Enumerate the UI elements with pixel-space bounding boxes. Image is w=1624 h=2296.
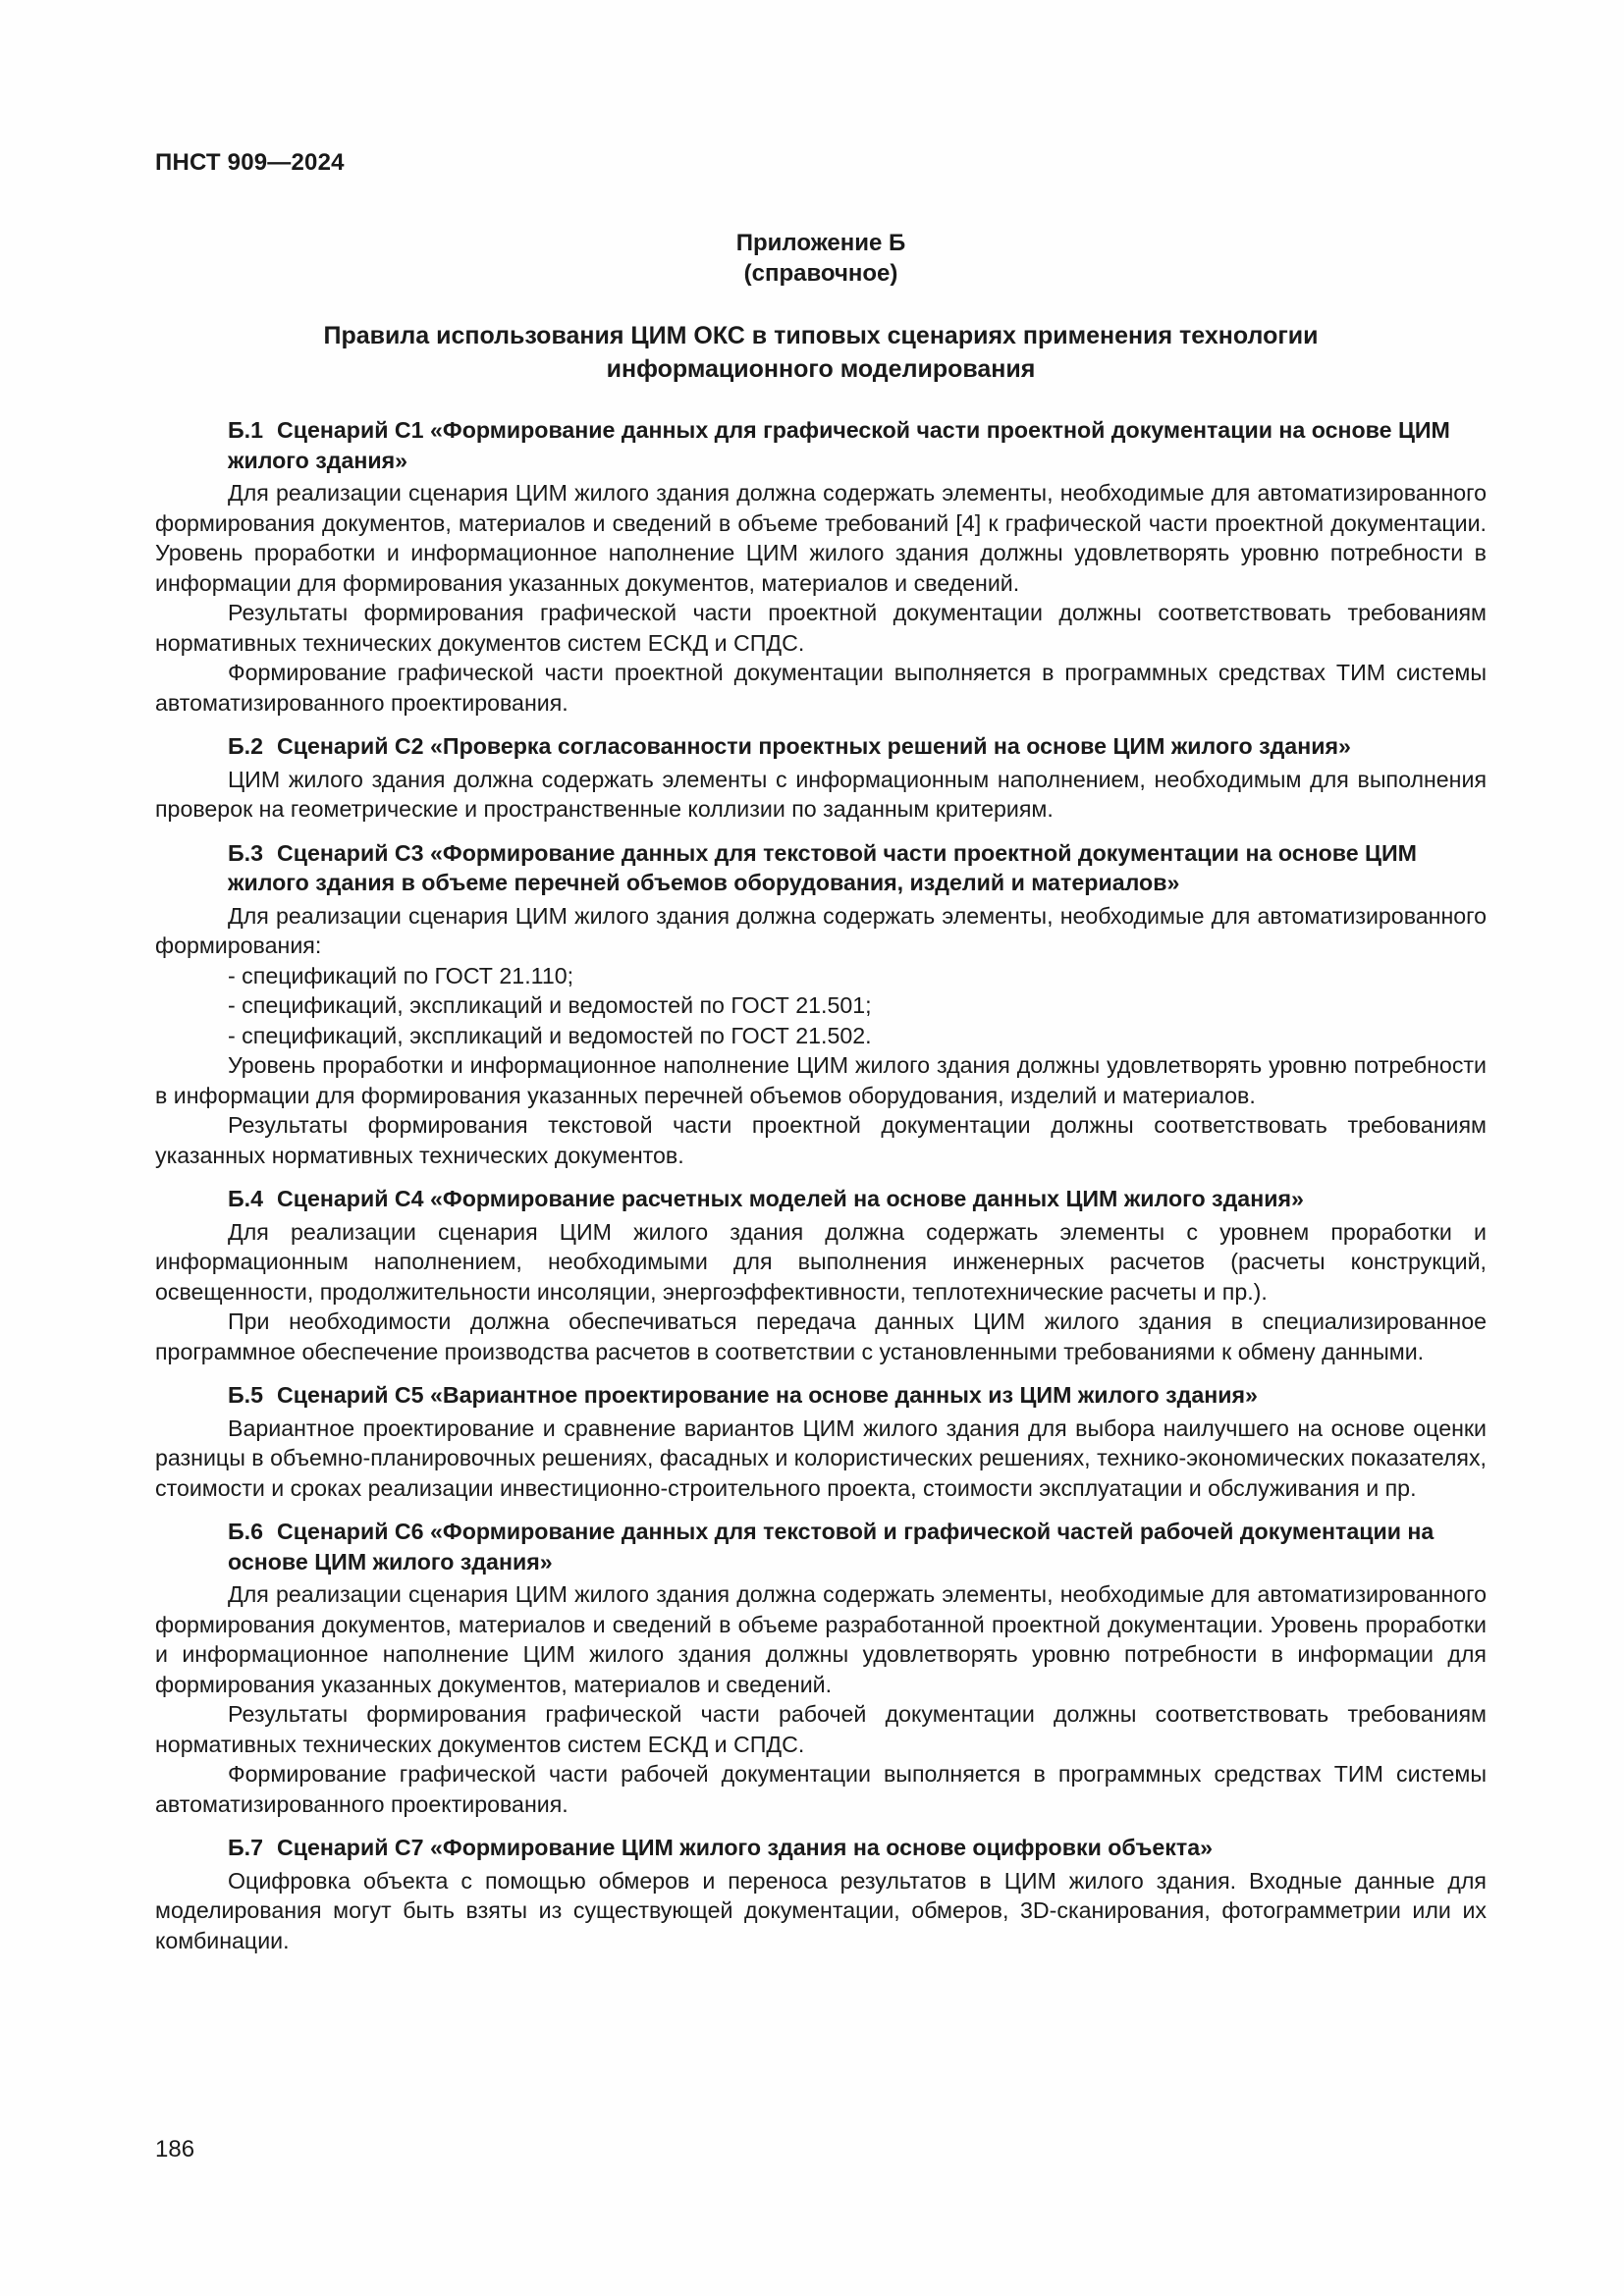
section-title: Сценарий С4 «Формирование расчетных моделей на основе данных ЦИМ жилого здания» [277, 1186, 1304, 1211]
annex-heading [155, 228, 1487, 289]
paragraph: Для реализации сценария ЦИМ жилого здания должна содержать элементы, необходимые для автоматизированного формирования: [155, 902, 1487, 958]
section-number: Б.5 [228, 1382, 264, 1408]
section-title: Сценарий С1 «Формирование данных для графической части проектной документации на основе ЦИМ жилого здания» [228, 417, 1450, 473]
paragraph: Результаты формирования текстовой части проектной документации должны соответствовать требованиям указанных нормативных технических документов. [155, 1112, 1487, 1168]
section-number: Б.4 [228, 1186, 264, 1211]
section-heading [155, 1380, 1487, 1411]
paragraph: ЦИМ жилого здания должна содержать элементы с информационным наполнением, необходимым для выполнения проверок на геометрические и пространственные коллизии по заданным критериям. [155, 766, 1487, 822]
paragraph: Для реализации сценария ЦИМ жилого здания должна содержать элементы, необходимые для автоматизированного формирования документов, материалов и сведений в объеме разработанной проектной документации. Уровень проработки и информационное наполнение ЦИМ жилого здания должны удовлетворять уровню потребности в информации для формирования указанных документов, материалов и сведений. [155, 1581, 1487, 1697]
section-b4 [155, 1184, 1487, 1366]
document-body [155, 415, 1487, 1955]
annex-title-line-1: Правила использования ЦИМ ОКС в типовых сценариях применения технологии [323, 322, 1319, 349]
paragraph: Формирование графической части рабочей документации выполняется в программных средствах ТИМ системы автоматизированного проектирования. [155, 1761, 1487, 1817]
section-number: Б.6 [228, 1519, 264, 1544]
section-b2 [155, 731, 1487, 825]
paragraph: Результаты формирования графической части рабочей документации должны соответствовать требованиям нормативных технических документов систем ЕСКД и СПДС. [155, 1701, 1487, 1757]
paragraph: Для реализации сценария ЦИМ жилого здания должна содержать элементы с уровнем проработки и информационным наполнением, необходимыми для выполнения инженерных расчетов (расчеты конструкций, освещенности, продолжительности инсоляции, энергоэффективности, теплотехнические расчеты и пр.). [155, 1218, 1487, 1305]
paragraph: Оцифровка объекта с помощью обмеров и переноса результатов в ЦИМ жилого здания. Входные данные для моделирования могут быть взяты из существующей документации, обмеров, 3D-сканирования, фотограмметрии или их комбинации. [155, 1867, 1487, 1953]
section-heading [155, 838, 1487, 898]
section-heading [155, 1184, 1487, 1214]
section-title: Сценарий С7 «Формирование ЦИМ жилого здания на основе оцифровки объекта» [277, 1835, 1214, 1860]
section-title: Сценарий С2 «Проверка согласованности проектных решений на основе ЦИМ жилого здания» [277, 733, 1351, 759]
annex-title [155, 319, 1487, 386]
section-b1 [155, 415, 1487, 718]
section-b6 [155, 1517, 1487, 1819]
paragraph: Уровень проработки и информационное наполнение ЦИМ жилого здания должны удовлетворять уровню потребности в информации для формирования указанных перечней объемов оборудования, изделий и материалов. [155, 1052, 1487, 1108]
section-heading [155, 1517, 1487, 1576]
paragraph: Результаты формирования графической части проектной документации должны соответствовать требованиям нормативных технических документов систем ЕСКД и СПДС. [155, 600, 1487, 656]
annex-title-line-2: информационного моделирования [606, 355, 1036, 383]
annex-label: Приложение Б [735, 230, 906, 256]
annex-kind: (справочное) [743, 260, 898, 287]
paragraph: Для реализации сценария ЦИМ жилого здания должна содержать элементы, необходимые для автоматизированного формирования документов, материалов и сведений в объеме требований [4] к графической части проектной документации. Уровень проработки и информационное наполнение ЦИМ жилого здания должны удовлетворять уровню потребности в информации для формирования указанных документов, материалов и сведений. [155, 480, 1487, 596]
document-code: ПНСТ 909—2024 [155, 149, 345, 176]
section-number: Б.2 [228, 733, 264, 759]
list-item: - спецификаций по ГОСТ 21.110; [228, 962, 574, 988]
paragraph: Вариантное проектирование и сравнение вариантов ЦИМ жилого здания для выбора наилучшего на основе оценки разницы в объемно-планировочных решениях, фасадных и колористических решениях, технико-экономических показателях, стоимости и сроках реализации инвестиционно-строительного проекта, стоимости эксплуатации и обслуживания и пр. [155, 1415, 1487, 1501]
list-item: - спецификаций, экспликаций и ведомостей по ГОСТ 21.502. [228, 1022, 872, 1048]
section-b3 [155, 838, 1487, 1171]
paragraph: Формирование графической части проектной документации выполняется в программных средствах ТИМ системы автоматизированного проектирования. [155, 660, 1487, 716]
section-title: Сценарий С6 «Формирование данных для текстовой и графической частей рабочей документации на основе ЦИМ жилого здания» [228, 1519, 1435, 1575]
paragraph: При необходимости должна обеспечиваться передача данных ЦИМ жилого здания в специализированное программное обеспечение производства расчетов в соответствии с установленными требованиями к обмену данными. [155, 1308, 1487, 1364]
section-number: Б.1 [228, 417, 264, 443]
section-number: Б.7 [228, 1835, 264, 1860]
section-heading [155, 1833, 1487, 1863]
section-title: Сценарий С5 «Вариантное проектирование на основе данных из ЦИМ жилого здания» [277, 1382, 1258, 1408]
section-b7 [155, 1833, 1487, 1955]
page-number: 186 [155, 2136, 195, 2163]
list-item: - спецификаций, экспликаций и ведомостей по ГОСТ 21.501; [228, 992, 872, 1018]
section-heading [155, 731, 1487, 762]
section-b5 [155, 1380, 1487, 1503]
section-number: Б.3 [228, 839, 264, 866]
section-title: Сценарий С3 «Формирование данных для текстовой части проектной документации на основе ЦИМ жилого здания в объеме перечней объемов оборудования, изделий и материалов» [228, 839, 1417, 895]
section-heading [155, 415, 1487, 475]
